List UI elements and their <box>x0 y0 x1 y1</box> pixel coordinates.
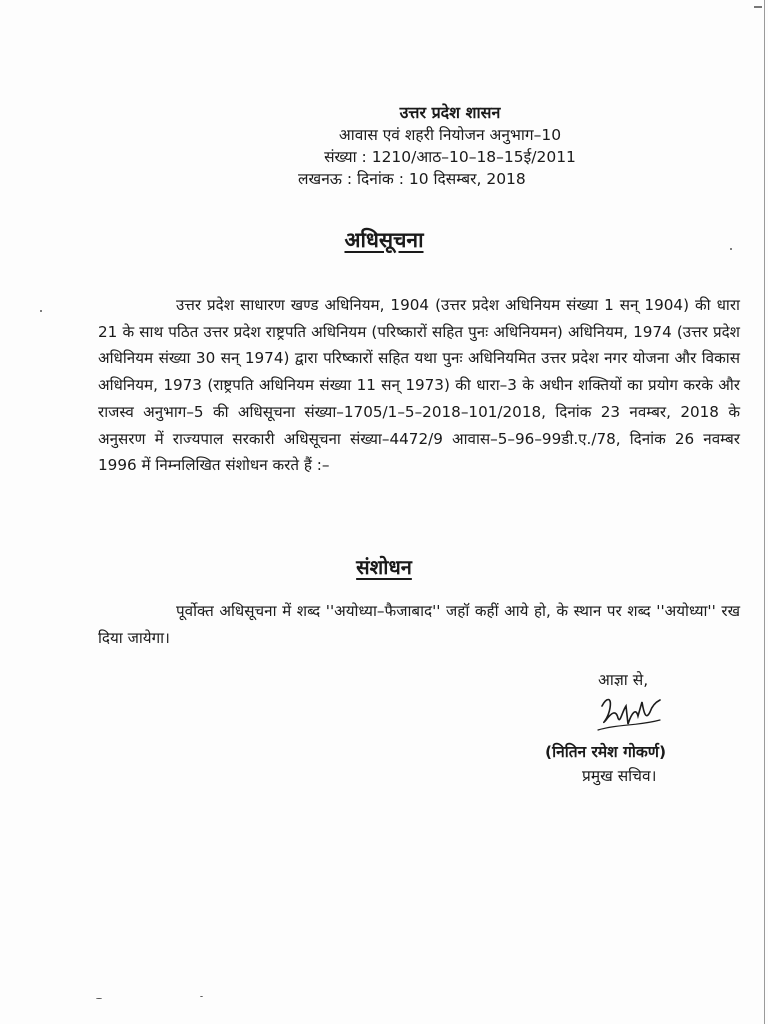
dateline: लखनऊ : दिनांक : 10 दिसम्बर, 2018 <box>298 170 526 188</box>
notification-body: उत्तर प्रदेश साधारण खण्ड अधिनियम, 1904 (उत्तर प्रदेश अधिनियम संख्या 1 सन् 1904) की धारा 21 के साथ पठित उत्तर प्रदेश राष्ट्रपति अधिनियम (परिष्कारों सहित पुनः अधिनियमन) अधिनियम, 1974 (उत्तर प्रदेश अधिनियम संख्या 30 सन् 1974) द्वारा परिष्कारों सहित यथा पुनः अधिनियमित उत्तर प्रदेश नगर योजना और विकास अधिनियम, 1973 (राष्ट्रपति अधिनियम संख्या 11 सन् 1973) की धारा–3 के अधीन शक्तियों का प्रयोग करके और राजस्व अनुभाग–5 की अधिसूचना संख्या–1705/1–5–2018–101/2018, दिनांक 23 नवम्बर, 2018 के अनुसरण में राज्यपाल सरकारी अधिसूचना संख्या–4472/9 आवास–5–96–99डी.ए./78, दिनांक 26 नवम्बर 1996 में निम्नलिखित संशोधन करते हैं :– <box>98 296 740 475</box>
scan-speck <box>96 998 102 999</box>
scan-edge-line <box>764 0 765 1024</box>
notification-title: अधिसूचना <box>344 228 424 252</box>
amendment-title: संशोधन <box>356 555 412 579</box>
by-order-line: आज्ञा से, <box>598 671 649 689</box>
amendment-body: पूर्वोक्त अधिसूचना में शब्द ''अयोध्या–फैजाबाद'' जहॉ कहीं आये हो, के स्थान पर शब्द ''अयोध्या'' रख दिया जायेगा। <box>98 602 740 647</box>
scan-edge-mark <box>754 6 762 8</box>
officer-name: (नितिन रमेश गोकर्ण) <box>545 743 667 761</box>
section-name: आवास एवं शहरी नियोजन अनुभाग–10 <box>338 126 562 144</box>
amendment-heading <box>0 553 768 580</box>
officer-designation: प्रमुख सचिव। <box>582 767 657 785</box>
document-header <box>250 102 650 190</box>
scan-speck <box>200 996 203 997</box>
notification-heading <box>0 226 768 254</box>
department-name: उत्तर प्रदेश शासन <box>399 103 501 122</box>
signature-image <box>588 690 668 740</box>
scan-speck <box>730 248 732 250</box>
reference-number: संख्या : 1210/आठ–10–18–15ई/2011 <box>324 148 576 166</box>
scan-speck <box>40 310 42 312</box>
